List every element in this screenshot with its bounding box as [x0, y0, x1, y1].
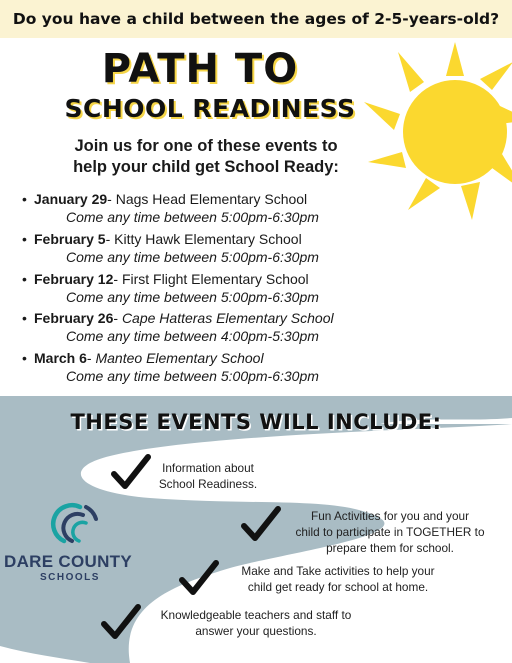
- title-line-1: PATH TO: [101, 46, 299, 92]
- event-time: Come any time between 4:00pm-5:30pm: [66, 328, 319, 345]
- title-line-2: SCHOOL READINESS: [64, 94, 356, 123]
- include-item-2: [280, 508, 500, 556]
- include-item-4-line-1: Knowledgeable teachers and staff to: [160, 608, 352, 622]
- event-date: March 6: [34, 350, 87, 367]
- event-date: January 29: [34, 191, 108, 207]
- event-school: First Flight Elementary School: [121, 270, 309, 287]
- event-item: • February 26- Cape Hatteras Elementary School Come any time between 4:00pm-5:30pm: [22, 309, 442, 345]
- event-time: Come any time between 5:00pm-6:30pm: [66, 288, 319, 305]
- intro-line-1: Join us for one of these events to: [74, 137, 338, 155]
- include-item-3: [218, 563, 458, 595]
- event-item: • January 29- Nags Head Elementary School Come any time between 5:00pm-6:30pm: [22, 190, 442, 226]
- event-school: Nags Head Elementary School: [115, 191, 308, 207]
- banner-question: Do you have a child between the ages of 2-5-years-old?: [12, 10, 500, 28]
- event-school: Kitty Hawk Elementary School: [114, 230, 302, 247]
- checkmark-icon: [240, 504, 282, 544]
- event-date: February 12: [34, 270, 114, 287]
- includes-heading: THESE EVENTS WILL INCLUDE:: [70, 410, 442, 434]
- bullet: •: [22, 310, 27, 327]
- intro-text: [0, 136, 412, 178]
- intro-line-2: help your child get School Ready:: [73, 158, 339, 176]
- bullet: •: [22, 270, 27, 287]
- dare-county-logo-mark: [50, 501, 100, 547]
- event-school: Manteo Elementary School: [95, 350, 264, 367]
- event-time: Come any time between 5:00pm-6:30pm: [66, 248, 319, 265]
- include-item-4: [140, 607, 372, 639]
- event-school: Cape Hatteras Elementary School: [121, 310, 334, 327]
- checkmark-icon: [178, 558, 220, 598]
- event-time: Come any time between 5:00pm-6:30pm: [66, 209, 319, 225]
- bullet: •: [22, 230, 27, 247]
- include-item-4-line-2: answer your questions.: [195, 624, 317, 638]
- include-item-2-line-1: Fun Activities for you and your: [310, 509, 470, 523]
- event-item: • February 5- Kitty Hawk Elementary School Come any time between 5:00pm-6:30pm: [22, 230, 442, 266]
- bullet: •: [22, 191, 27, 207]
- bullet: •: [22, 350, 27, 367]
- logo-subtitle: SCHOOLS: [40, 572, 100, 583]
- event-date: February 5: [34, 230, 106, 247]
- checkmark-icon: [110, 452, 152, 492]
- include-item-2-line-2: child to participate in TOGETHER to: [295, 525, 485, 539]
- include-item-1: [148, 460, 268, 492]
- event-date: February 26: [34, 310, 114, 327]
- event-item: • March 6- Manteo Elementary School Come any time between 5:00pm-6:30pm: [22, 349, 442, 385]
- events-list: [22, 190, 442, 389]
- event-item: • February 12- First Flight Elementary School Come any time between 5:00pm-6:30pm: [22, 270, 442, 306]
- include-item-3-line-1: Make and Take activities to help your: [241, 564, 435, 578]
- checkmark-icon: [100, 602, 142, 642]
- event-time: Come any time between 5:00pm-6:30pm: [66, 368, 319, 385]
- include-item-2-line-3: prepare them for school.: [326, 541, 454, 555]
- include-item-1-line-2: School Readiness.: [158, 477, 258, 491]
- logo-name: DARE COUNTY: [4, 552, 132, 571]
- include-item-1-line-1: Information about: [162, 461, 254, 475]
- top-banner: [0, 0, 512, 38]
- include-item-3-line-2: child get ready for school at home.: [247, 580, 429, 594]
